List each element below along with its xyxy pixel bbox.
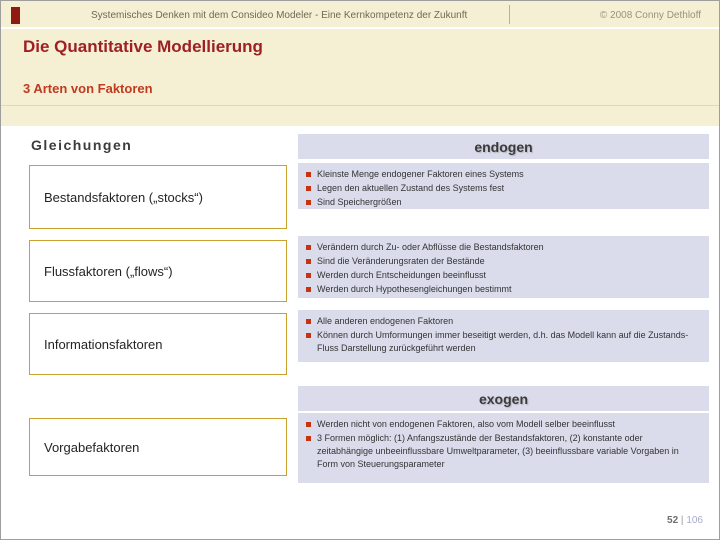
page-subtitle: 3 Arten von Faktoren — [23, 81, 153, 96]
box-informationsfaktoren — [29, 313, 287, 375]
square-bullet-icon — [306, 319, 311, 324]
bullet-text: Verändern durch Zu- oder Abflüsse die Bestandsfaktoren — [317, 242, 544, 252]
square-bullet-icon — [306, 287, 311, 292]
header-rule — [1, 27, 720, 29]
list-item — [306, 432, 699, 471]
bullet-text: Legen den aktuellen Zustand des Systems fest — [317, 183, 505, 193]
square-bullet-icon — [306, 273, 311, 278]
box-label: Informationsfaktoren — [44, 336, 163, 352]
box-vorgabefaktoren — [29, 418, 287, 476]
flows-bullet-panel — [298, 236, 709, 298]
square-bullet-icon — [306, 333, 311, 338]
current-page: 52 — [667, 515, 679, 526]
list-item — [306, 168, 699, 181]
left-column-heading: Gleichungen — [31, 137, 133, 153]
slide-header-band — [1, 1, 720, 126]
list-item — [306, 255, 699, 268]
vorgabe-bullet-panel — [298, 413, 709, 483]
list-item — [306, 283, 699, 296]
total-pages: 106 — [686, 515, 703, 526]
box-label: Flussfaktoren („flows“) — [44, 263, 173, 279]
list-item — [306, 241, 699, 254]
square-bullet-icon — [306, 259, 311, 264]
bullet-text: Sind die Veränderungsraten der Bestände — [317, 256, 485, 266]
list-item — [306, 315, 699, 328]
bullet-text: Werden durch Entscheidungen beeinflusst — [317, 270, 486, 280]
deck-title: Systemisches Denken mit dem Consideo Modeler - Eine Kernkompetenz der Zukunft — [91, 10, 468, 21]
bullet-text: Kleinste Menge endogener Faktoren eines Systems — [317, 169, 524, 179]
square-bullet-icon — [306, 422, 311, 427]
list-item — [306, 329, 699, 355]
list-item — [306, 418, 699, 431]
information-bullet-panel — [298, 310, 709, 362]
box-label: Bestandsfaktoren („stocks“) — [44, 189, 203, 205]
list-item — [306, 269, 699, 282]
bullet-text: Werden durch Hypothesengleichungen bestimmt — [317, 284, 512, 294]
page-separator: | — [680, 515, 684, 526]
bullet-text: Können durch Umformungen immer beseitigt werden, d.h. das Modell kann auf die Zustands-Fluss Darstellung zurückgeführt werden — [317, 330, 689, 353]
list-item — [306, 182, 699, 195]
endogen-heading: endogen — [474, 138, 533, 155]
box-bestandsfaktoren — [29, 165, 287, 229]
square-bullet-icon — [306, 436, 311, 441]
list-item — [306, 196, 699, 209]
square-bullet-icon — [306, 245, 311, 250]
header-divider — [509, 5, 510, 24]
bullet-text: Werden nicht von endogenen Faktoren, also vom Modell selber beeinflusst — [317, 419, 616, 429]
bullet-text: 3 Formen möglich: (1) Anfangszustände der Bestandsfaktoren, (2) konstante oder zeitabhängige unbeeinflussbare Umweltparameter, (3) beeinflussbare variable Vorgaben in Form von Steuerungsparameter — [317, 433, 679, 469]
square-bullet-icon — [306, 200, 311, 205]
exogen-heading-panel — [298, 386, 709, 411]
square-bullet-icon — [306, 172, 311, 177]
exogen-heading: exogen — [478, 390, 528, 407]
bullet-text: Sind Speichergrößen — [317, 197, 402, 207]
square-bullet-icon — [306, 186, 311, 191]
page-number — [667, 515, 703, 526]
page-title: Die Quantitative Modellierung — [23, 37, 263, 56]
brand-mark-icon — [11, 7, 20, 24]
box-flussfaktoren — [29, 240, 287, 302]
stocks-bullet-panel — [298, 163, 709, 209]
subtitle-rule — [1, 105, 720, 106]
bullet-text: Alle anderen endogenen Faktoren — [317, 316, 454, 326]
copyright-text: © 2008 Conny Dethloff — [599, 10, 701, 21]
box-label: Vorgabefaktoren — [44, 439, 140, 455]
endogen-heading-panel — [298, 134, 709, 159]
